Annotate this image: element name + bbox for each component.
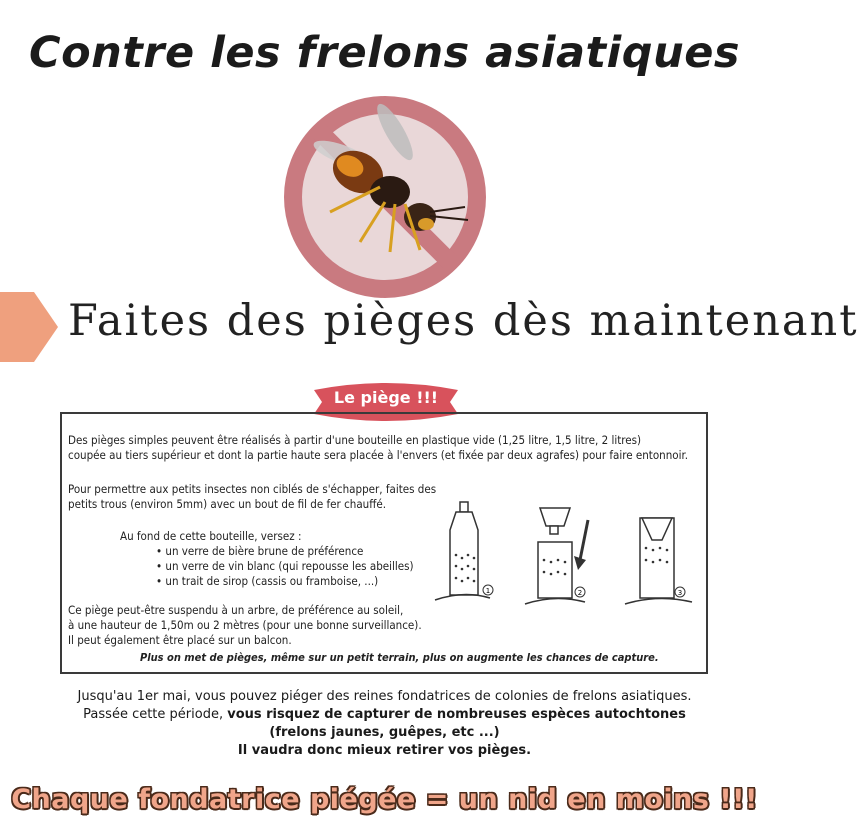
emphasis-text: Plus on met de pièges, même sur un petit terrain, plus on augmente les chances de capture.: [140, 651, 659, 664]
bottom-line-2-bold: vous risquez de capturer de nombreuses espèces autochtones: [227, 707, 686, 722]
bottom-line-3: (frelons jaunes, guêpes, etc ...): [269, 725, 500, 740]
bottom-line-2: [0, 706, 769, 723]
subtitle: Faites des pièges dès maintenant: [68, 296, 859, 346]
bottom-line-1: Jusqu'au 1er mai, vous pouvez piéger des reines fondatrices de colonies de frelons asiatiques.: [77, 689, 692, 704]
page-title: Contre les frelons asiatiques: [29, 28, 740, 78]
holes-text: petits trous (environ 5mm) avec un bout de fil de fer chauffé.: [68, 497, 386, 511]
bottle-icon: [435, 502, 490, 600]
hang-text: Ce piège peut-être suspendu à un arbre, de préférence au soleil,: [68, 603, 404, 617]
ingredient-item: • un trait de sirop (cassis ou framboise, ...): [156, 574, 378, 589]
hang-text: à une hauteur de 1,50m ou 2 mètres (pour une bonne surveillance).: [68, 618, 422, 632]
hang-text: Il peut également être placé sur un balcon.: [68, 633, 292, 647]
step-number: 3: [677, 589, 683, 597]
bottom-line-4: Il vaudra donc mieux retirer vos pièges.: [237, 743, 532, 758]
ribbon-label: Le piège !!!: [333, 388, 439, 407]
holes-text: Pour permettre aux petits insectes non ciblés de s'échapper, faites des: [68, 482, 437, 496]
step-number: 2: [577, 589, 583, 597]
ingredient-item: • un verre de vin blanc (qui repousse les abeilles): [156, 559, 414, 574]
arrow-icon: [0, 292, 60, 362]
intro-text: coupée au tiers supérieur et dont la partie haute sera placée à l'envers (et fixée par deux agrafes) pour faire entonnoir.: [68, 448, 688, 462]
bottom-line-2-normal: Passée cette période,: [83, 707, 228, 722]
slogan: Chaque fondatrice piégée = un nid en moins !!!: [11, 784, 758, 815]
ingredient-item: • un verre de bière brune de préférence: [156, 544, 363, 559]
bottle-steps-illustration: [430, 500, 710, 610]
step-number: 1: [485, 587, 491, 595]
pour-label: Au fond de cette bouteille, versez :: [120, 529, 302, 543]
intro-text: Des pièges simples peuvent être réalisés à partir d'une bouteille en plastique vide (1,25 litre, 1,5 litre, 2 litres): [68, 433, 642, 447]
no-hornet-sign-icon: [280, 92, 490, 302]
